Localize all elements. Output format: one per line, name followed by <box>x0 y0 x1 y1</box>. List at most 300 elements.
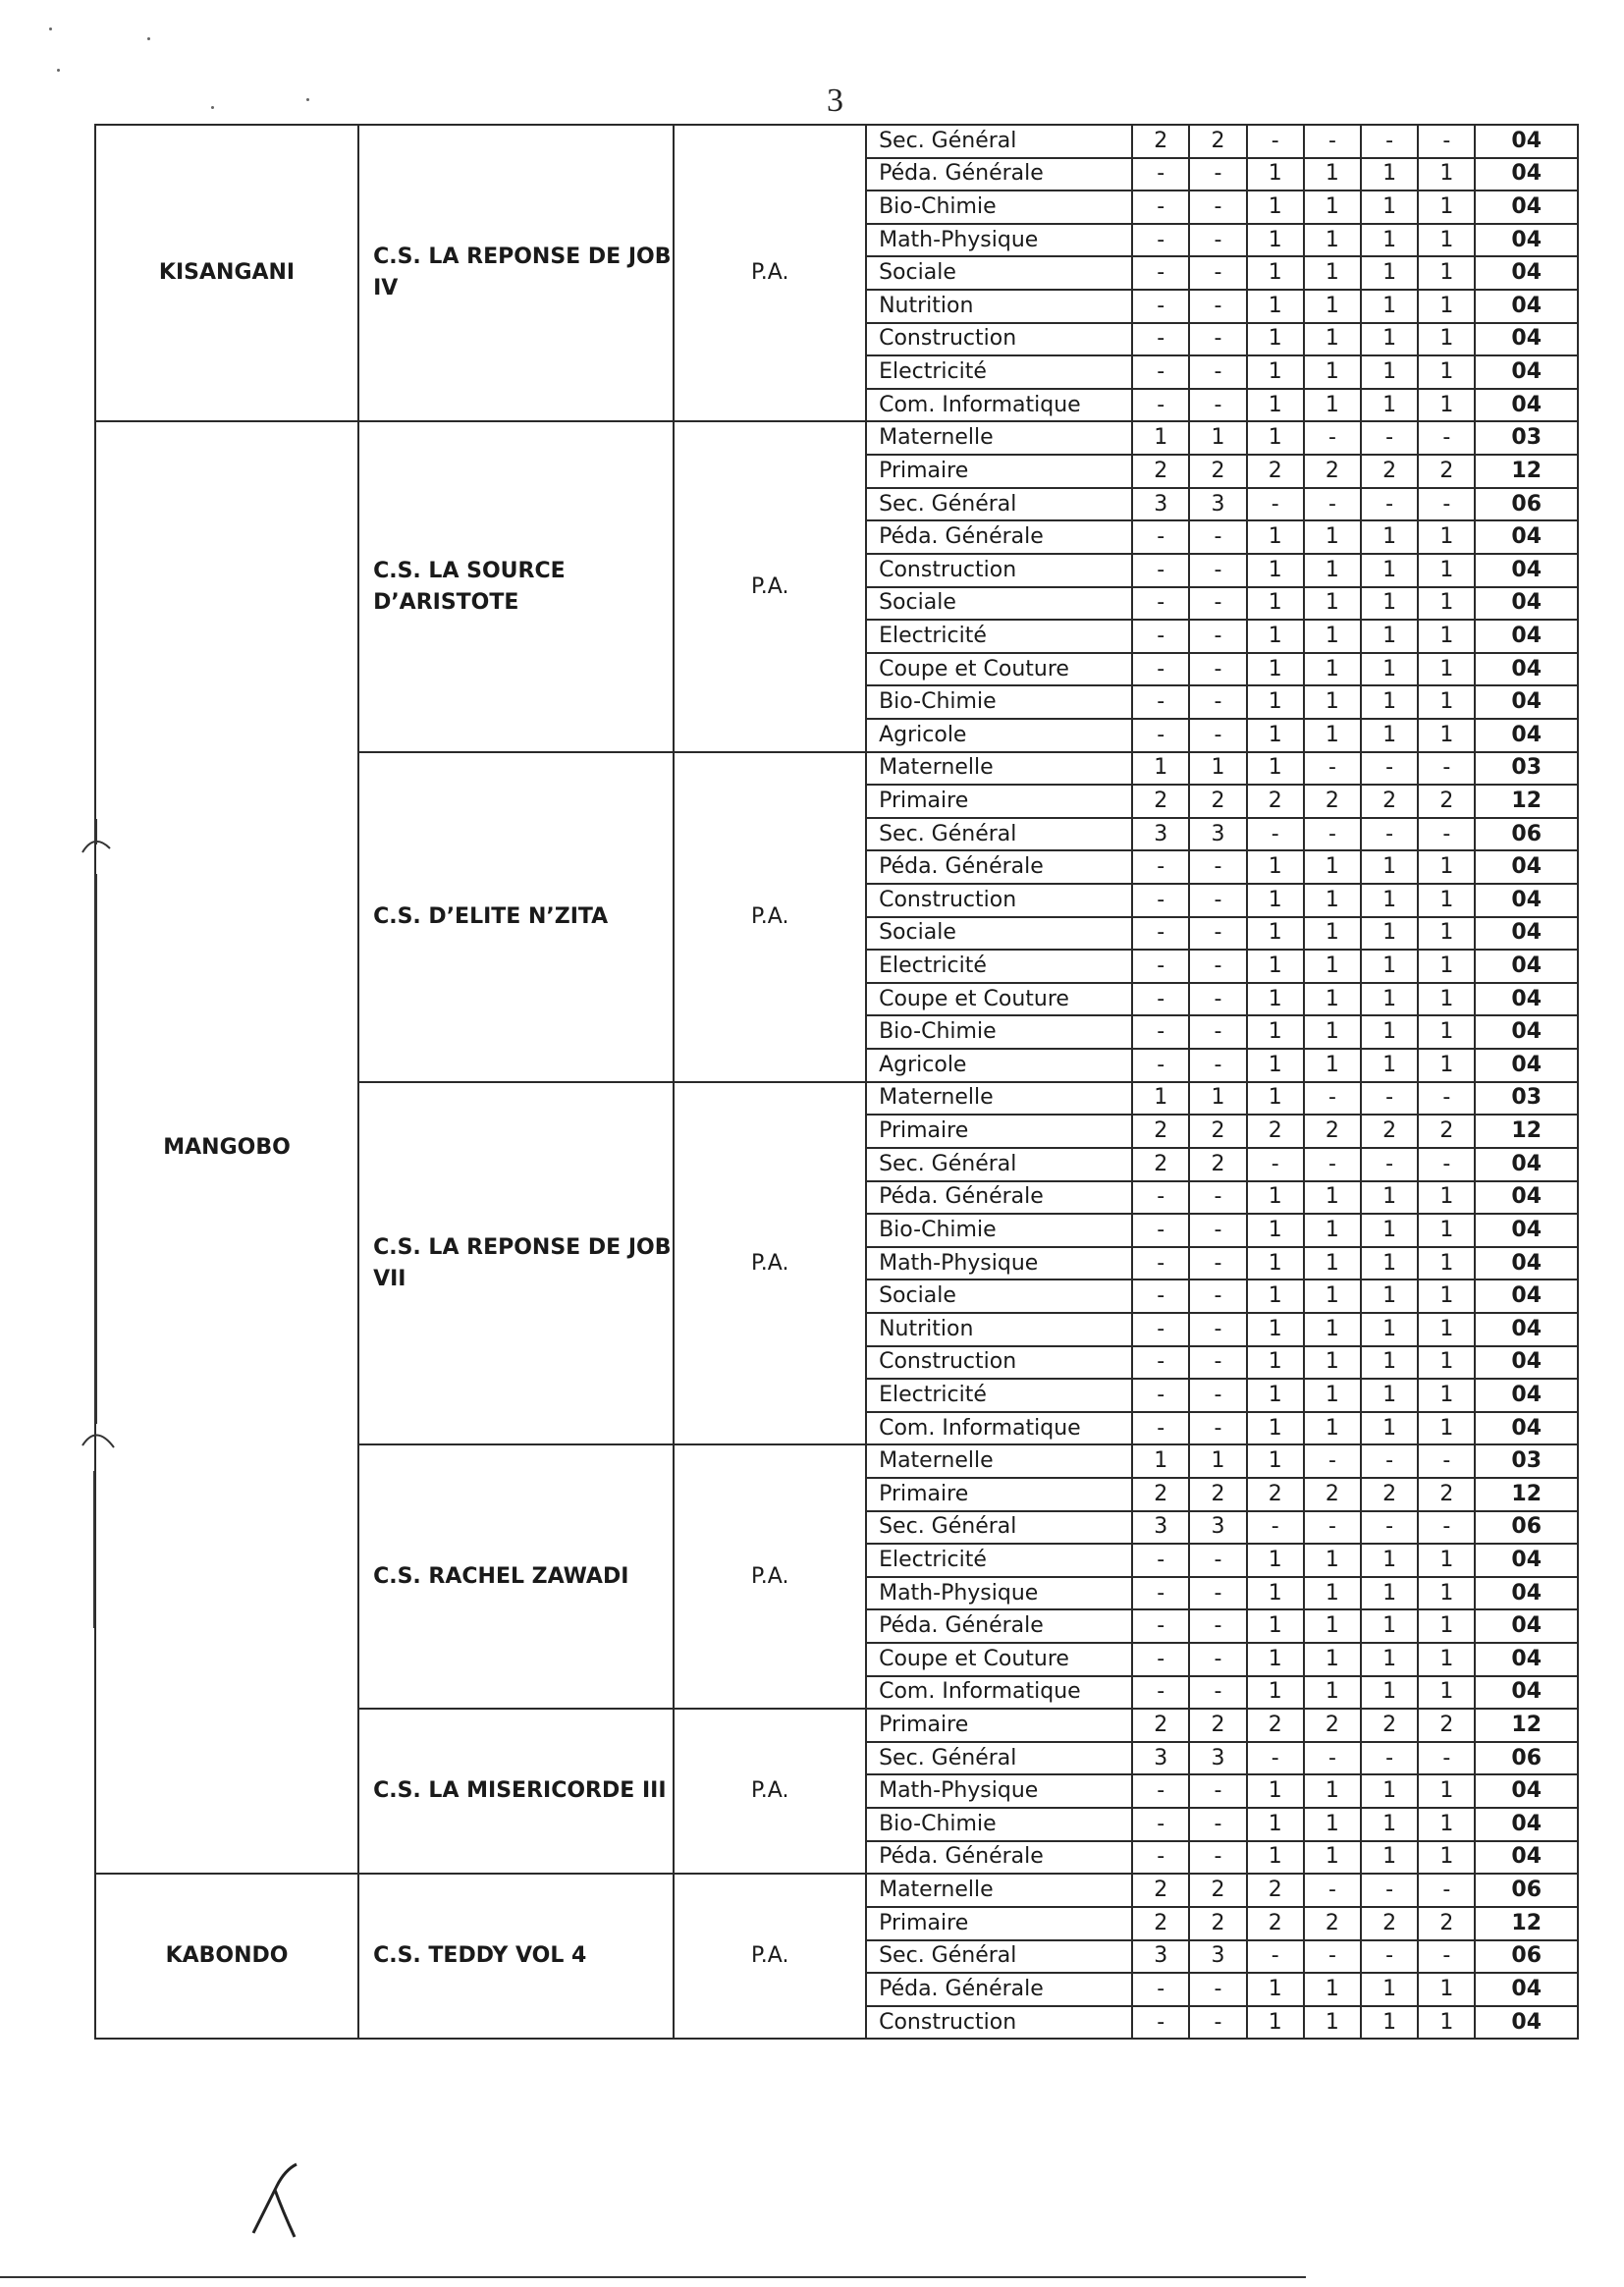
total-cell: 04 <box>1475 1148 1578 1181</box>
class-count-cell: 1 <box>1418 1181 1475 1215</box>
total-cell: 04 <box>1475 1841 1578 1875</box>
class-count-cell: 3 <box>1132 488 1189 521</box>
class-count-cell: 3 <box>1132 1511 1189 1545</box>
class-count-cell: - <box>1189 1181 1246 1215</box>
class-count-cell: - <box>1361 752 1418 786</box>
class-count-cell: - <box>1132 1774 1189 1808</box>
bottom-rule <box>0 2276 1306 2278</box>
class-count-cell: - <box>1247 125 1304 158</box>
class-count-cell: 1 <box>1361 917 1418 951</box>
class-count-cell: 1 <box>1361 1609 1418 1643</box>
school-status-cell: P.A. <box>674 752 866 1082</box>
total-cell: 04 <box>1475 1544 1578 1577</box>
class-count-cell: 1 <box>1304 1313 1361 1346</box>
class-count-cell: - <box>1189 1412 1246 1445</box>
class-count-cell: - <box>1132 1214 1189 1247</box>
class-count-cell: 1 <box>1361 1280 1418 1313</box>
class-count-cell: 2 <box>1304 1709 1361 1742</box>
total-cell: 06 <box>1475 488 1578 521</box>
option-cell: Péda. Générale <box>866 1973 1132 2006</box>
class-count-cell: 1 <box>1247 917 1304 951</box>
class-count-cell: 1 <box>1247 850 1304 884</box>
class-count-cell: 1 <box>1247 685 1304 719</box>
class-count-cell: 1 <box>1247 1544 1304 1577</box>
total-cell: 12 <box>1475 1907 1578 1940</box>
class-count-cell: 1 <box>1247 653 1304 686</box>
class-count-cell: 1 <box>1418 1247 1475 1280</box>
class-count-cell: 1 <box>1247 950 1304 983</box>
margin-brace-mark <box>79 815 137 1630</box>
class-count-cell: 1 <box>1247 1049 1304 1082</box>
class-count-cell: 1 <box>1247 1280 1304 1313</box>
class-count-cell: - <box>1418 1444 1475 1478</box>
class-count-cell: 2 <box>1247 785 1304 818</box>
class-count-cell: 1 <box>1247 158 1304 191</box>
class-count-cell: 1 <box>1304 2006 1361 2040</box>
class-count-cell: 1 <box>1247 1577 1304 1610</box>
option-cell: Coupe et Couture <box>866 983 1132 1016</box>
option-cell: Math-Physique <box>866 1774 1132 1808</box>
option-cell: Primaire <box>866 1115 1132 1148</box>
option-cell: Maternelle <box>866 752 1132 786</box>
school-name-cell: C.S. D’ELITE N’ZITA <box>358 752 674 1082</box>
location-cell: KABONDO <box>95 1874 358 2039</box>
class-count-cell: 2 <box>1247 1874 1304 1907</box>
class-count-cell: 1 <box>1418 1313 1475 1346</box>
total-cell: 04 <box>1475 256 1578 290</box>
class-count-cell: 2 <box>1418 1478 1475 1511</box>
class-count-cell: - <box>1189 1577 1246 1610</box>
option-cell: Péda. Générale <box>866 158 1132 191</box>
class-count-cell: 1 <box>1247 1808 1304 1841</box>
option-cell: Nutrition <box>866 1313 1132 1346</box>
option-cell: Sec. Général <box>866 1148 1132 1181</box>
class-count-cell: - <box>1132 1346 1189 1380</box>
class-count-cell: - <box>1132 1247 1189 1280</box>
class-count-cell: - <box>1304 1444 1361 1478</box>
class-count-cell: 2 <box>1189 1709 1246 1742</box>
class-count-cell: 2 <box>1304 1478 1361 1511</box>
class-count-cell: - <box>1132 1973 1189 2006</box>
class-count-cell: - <box>1361 1082 1418 1116</box>
class-count-cell: - <box>1361 488 1418 521</box>
class-count-cell: - <box>1132 1412 1189 1445</box>
class-count-cell: 1 <box>1304 158 1361 191</box>
class-count-cell: 1 <box>1361 1015 1418 1049</box>
class-count-cell: - <box>1189 256 1246 290</box>
class-count-cell: - <box>1304 1742 1361 1775</box>
class-count-cell: 1 <box>1361 520 1418 554</box>
class-count-cell: - <box>1132 1049 1189 1082</box>
class-count-cell: 1 <box>1418 158 1475 191</box>
class-count-cell: 1 <box>1418 587 1475 621</box>
class-count-cell: 1 <box>1418 653 1475 686</box>
class-count-cell: 2 <box>1361 1478 1418 1511</box>
class-count-cell: 1 <box>1247 1015 1304 1049</box>
class-count-cell: - <box>1132 355 1189 389</box>
class-count-cell: 1 <box>1247 554 1304 587</box>
class-count-cell: 1 <box>1247 224 1304 257</box>
option-cell: Sec. Général <box>866 1511 1132 1545</box>
class-count-cell: - <box>1132 554 1189 587</box>
school-status-cell: P.A. <box>674 1444 866 1709</box>
class-count-cell: 2 <box>1247 1907 1304 1940</box>
class-count-cell: 2 <box>1189 1478 1246 1511</box>
school-name-cell: C.S. LA SOURCE D’ARISTOTE <box>358 421 674 751</box>
class-count-cell: 2 <box>1418 1907 1475 1940</box>
class-count-cell: 1 <box>1361 1049 1418 1082</box>
class-count-cell: - <box>1189 983 1246 1016</box>
class-count-cell: 1 <box>1304 1676 1361 1710</box>
class-count-cell: 1 <box>1418 1214 1475 1247</box>
class-count-cell: 1 <box>1304 323 1361 356</box>
total-cell: 04 <box>1475 1280 1578 1313</box>
class-count-cell: - <box>1132 917 1189 951</box>
option-cell: Nutrition <box>866 290 1132 323</box>
total-cell: 04 <box>1475 1049 1578 1082</box>
class-count-cell: 1 <box>1361 653 1418 686</box>
school-status-cell: P.A. <box>674 125 866 421</box>
class-count-cell: 1 <box>1189 1444 1246 1478</box>
option-cell: Maternelle <box>866 1082 1132 1116</box>
class-count-cell: 1 <box>1247 1181 1304 1215</box>
total-cell: 04 <box>1475 224 1578 257</box>
class-count-cell: 2 <box>1418 455 1475 488</box>
total-cell: 04 <box>1475 850 1578 884</box>
class-count-cell: 1 <box>1361 355 1418 389</box>
class-count-cell: - <box>1189 1774 1246 1808</box>
class-count-cell: 1 <box>1247 1247 1304 1280</box>
class-count-cell: - <box>1418 818 1475 851</box>
class-count-cell: - <box>1304 125 1361 158</box>
total-cell: 04 <box>1475 1808 1578 1841</box>
class-count-cell: 1 <box>1361 1808 1418 1841</box>
class-count-cell: - <box>1132 1841 1189 1875</box>
option-cell: Electricité <box>866 1379 1132 1412</box>
class-count-cell: 1 <box>1247 1082 1304 1116</box>
class-count-cell: 1 <box>1304 1774 1361 1808</box>
class-count-cell: 1 <box>1304 587 1361 621</box>
school-name-cell: C.S. RACHEL ZAWADI <box>358 1444 674 1709</box>
total-cell: 06 <box>1475 1511 1578 1545</box>
option-cell: Péda. Générale <box>866 1841 1132 1875</box>
scan-speck <box>49 27 52 30</box>
class-count-cell: 1 <box>1418 224 1475 257</box>
class-count-cell: 1 <box>1304 950 1361 983</box>
class-count-cell: 1 <box>1247 719 1304 752</box>
class-count-cell: 2 <box>1132 1874 1189 1907</box>
class-count-cell: 1 <box>1361 1313 1418 1346</box>
option-cell: Math-Physique <box>866 224 1132 257</box>
class-count-cell: 2 <box>1304 455 1361 488</box>
option-cell: Sec. Général <box>866 818 1132 851</box>
class-count-cell: 1 <box>1418 719 1475 752</box>
class-count-cell: 1 <box>1304 290 1361 323</box>
class-count-cell: 2 <box>1361 455 1418 488</box>
school-status-cell: P.A. <box>674 1082 866 1445</box>
total-cell: 04 <box>1475 1181 1578 1215</box>
class-count-cell: - <box>1189 1841 1246 1875</box>
class-count-cell: - <box>1189 1643 1246 1676</box>
class-count-cell: - <box>1189 884 1246 917</box>
class-count-cell: - <box>1132 290 1189 323</box>
option-cell: Com. Informatique <box>866 1412 1132 1445</box>
total-cell: 12 <box>1475 1478 1578 1511</box>
class-count-cell: 2 <box>1361 1115 1418 1148</box>
table-row <box>95 421 1578 455</box>
class-count-cell: 1 <box>1418 850 1475 884</box>
class-count-cell: - <box>1304 818 1361 851</box>
location-cell: MANGOBO <box>95 421 358 1874</box>
class-count-cell: 1 <box>1361 1643 1418 1676</box>
class-count-cell: 1 <box>1361 620 1418 653</box>
class-count-cell: - <box>1132 2006 1189 2040</box>
option-cell: Bio-Chimie <box>866 191 1132 224</box>
option-cell: Primaire <box>866 455 1132 488</box>
class-count-cell: 1 <box>1304 1841 1361 1875</box>
option-cell: Construction <box>866 1346 1132 1380</box>
class-count-cell: 1 <box>1418 1577 1475 1610</box>
class-count-cell: - <box>1132 983 1189 1016</box>
class-count-cell: - <box>1189 191 1246 224</box>
class-count-cell: - <box>1361 1511 1418 1545</box>
option-cell: Electricité <box>866 355 1132 389</box>
class-count-cell: 1 <box>1418 917 1475 951</box>
class-count-cell: 1 <box>1304 1247 1361 1280</box>
class-count-cell: - <box>1189 1973 1246 2006</box>
option-cell: Construction <box>866 323 1132 356</box>
school-options-table <box>94 124 1579 2040</box>
class-count-cell: - <box>1132 685 1189 719</box>
option-cell: Primaire <box>866 785 1132 818</box>
class-count-cell: 1 <box>1247 1774 1304 1808</box>
total-cell: 04 <box>1475 1015 1578 1049</box>
class-count-cell: 2 <box>1361 785 1418 818</box>
total-cell: 04 <box>1475 1346 1578 1380</box>
class-count-cell: 3 <box>1189 818 1246 851</box>
class-count-cell: 1 <box>1418 1774 1475 1808</box>
class-count-cell: 1 <box>1304 1015 1361 1049</box>
total-cell: 04 <box>1475 1379 1578 1412</box>
total-cell: 12 <box>1475 455 1578 488</box>
class-count-cell: 1 <box>1247 290 1304 323</box>
class-count-cell: - <box>1132 1015 1189 1049</box>
class-count-cell: 1 <box>1418 620 1475 653</box>
class-count-cell: 1 <box>1418 2006 1475 2040</box>
class-count-cell: 2 <box>1304 1907 1361 1940</box>
option-cell: Agricole <box>866 719 1132 752</box>
school-status-cell: P.A. <box>674 1709 866 1874</box>
class-count-cell: 1 <box>1361 1577 1418 1610</box>
class-count-cell: - <box>1189 653 1246 686</box>
class-count-cell: 1 <box>1418 554 1475 587</box>
class-count-cell: 1 <box>1304 685 1361 719</box>
class-count-cell: - <box>1189 554 1246 587</box>
class-count-cell: 3 <box>1189 488 1246 521</box>
class-count-cell: - <box>1189 1049 1246 1082</box>
class-count-cell: - <box>1361 1940 1418 1974</box>
school-status-cell: P.A. <box>674 1874 866 2039</box>
class-count-cell: 1 <box>1304 1214 1361 1247</box>
class-count-cell: - <box>1132 1609 1189 1643</box>
class-count-cell: 1 <box>1247 1973 1304 2006</box>
class-count-cell: 1 <box>1361 983 1418 1016</box>
class-count-cell: - <box>1189 323 1246 356</box>
class-count-cell: 1 <box>1304 1973 1361 2006</box>
class-count-cell: - <box>1132 256 1189 290</box>
option-cell: Construction <box>866 2006 1132 2040</box>
class-count-cell: - <box>1418 752 1475 786</box>
class-count-cell: - <box>1189 1280 1246 1313</box>
class-count-cell: - <box>1132 1676 1189 1710</box>
table-row <box>95 125 1578 158</box>
class-count-cell: 1 <box>1247 520 1304 554</box>
class-count-cell: - <box>1189 2006 1246 2040</box>
class-count-cell: 1 <box>1361 1676 1418 1710</box>
scan-speck <box>57 69 60 72</box>
total-cell: 04 <box>1475 191 1578 224</box>
class-count-cell: 1 <box>1418 1973 1475 2006</box>
class-count-cell: - <box>1132 620 1189 653</box>
class-count-cell: 1 <box>1304 256 1361 290</box>
class-count-cell: - <box>1132 1280 1189 1313</box>
class-count-cell: 2 <box>1132 1709 1189 1742</box>
class-count-cell: - <box>1132 884 1189 917</box>
class-count-cell: - <box>1247 1742 1304 1775</box>
option-cell: Sociale <box>866 917 1132 951</box>
option-cell: Math-Physique <box>866 1577 1132 1610</box>
option-cell: Bio-Chimie <box>866 1214 1132 1247</box>
table-row <box>95 1874 1578 1907</box>
class-count-cell: 1 <box>1247 1346 1304 1380</box>
class-count-cell: 1 <box>1304 355 1361 389</box>
school-name-cell: C.S. TEDDY VOL 4 <box>358 1874 674 2039</box>
class-count-cell: - <box>1132 719 1189 752</box>
class-count-cell: 1 <box>1132 421 1189 455</box>
class-count-cell: - <box>1189 1544 1246 1577</box>
total-cell: 04 <box>1475 685 1578 719</box>
table-body <box>95 125 1578 2039</box>
class-count-cell: 3 <box>1132 1742 1189 1775</box>
option-cell: Bio-Chimie <box>866 685 1132 719</box>
class-count-cell: 1 <box>1418 520 1475 554</box>
class-count-cell: 1 <box>1247 1214 1304 1247</box>
total-cell: 04 <box>1475 950 1578 983</box>
class-count-cell: - <box>1132 653 1189 686</box>
class-count-cell: - <box>1189 520 1246 554</box>
total-cell: 04 <box>1475 1643 1578 1676</box>
class-count-cell: - <box>1189 1015 1246 1049</box>
page-number: 3 <box>827 82 843 119</box>
class-count-cell: - <box>1304 421 1361 455</box>
option-cell: Maternelle <box>866 1874 1132 1907</box>
class-count-cell: 1 <box>1247 884 1304 917</box>
class-count-cell: - <box>1132 1379 1189 1412</box>
class-count-cell: 1 <box>1304 1346 1361 1380</box>
class-count-cell: - <box>1247 818 1304 851</box>
class-count-cell: 1 <box>1418 983 1475 1016</box>
class-count-cell: 1 <box>1304 719 1361 752</box>
class-count-cell: - <box>1304 752 1361 786</box>
class-count-cell: - <box>1418 125 1475 158</box>
total-cell: 04 <box>1475 520 1578 554</box>
total-cell: 04 <box>1475 1676 1578 1710</box>
class-count-cell: - <box>1132 1544 1189 1577</box>
class-count-cell: 1 <box>1304 1412 1361 1445</box>
class-count-cell: 1 <box>1132 1444 1189 1478</box>
class-count-cell: 1 <box>1247 752 1304 786</box>
class-count-cell: 2 <box>1132 1148 1189 1181</box>
class-count-cell: 1 <box>1418 950 1475 983</box>
class-count-cell: 1 <box>1361 1379 1418 1412</box>
total-cell: 04 <box>1475 554 1578 587</box>
class-count-cell: 1 <box>1247 1643 1304 1676</box>
class-count-cell: 1 <box>1418 884 1475 917</box>
class-count-cell: 2 <box>1418 1709 1475 1742</box>
class-count-cell: 2 <box>1304 1115 1361 1148</box>
total-cell: 04 <box>1475 719 1578 752</box>
class-count-cell: 1 <box>1247 2006 1304 2040</box>
class-count-cell: - <box>1132 1181 1189 1215</box>
class-count-cell: 1 <box>1247 620 1304 653</box>
class-count-cell: 2 <box>1132 785 1189 818</box>
class-count-cell: 1 <box>1304 1577 1361 1610</box>
class-count-cell: 1 <box>1247 256 1304 290</box>
class-count-cell: 1 <box>1247 355 1304 389</box>
class-count-cell: 1 <box>1418 1346 1475 1380</box>
option-cell: Math-Physique <box>866 1247 1132 1280</box>
class-count-cell: - <box>1189 1214 1246 1247</box>
class-count-cell: - <box>1418 1874 1475 1907</box>
total-cell: 06 <box>1475 1874 1578 1907</box>
class-count-cell: 1 <box>1304 554 1361 587</box>
class-count-cell: - <box>1132 587 1189 621</box>
total-cell: 03 <box>1475 1082 1578 1116</box>
class-count-cell: - <box>1304 1082 1361 1116</box>
total-cell: 04 <box>1475 2006 1578 2040</box>
class-count-cell: 1 <box>1418 1676 1475 1710</box>
class-count-cell: - <box>1189 1609 1246 1643</box>
class-count-cell: 1 <box>1247 191 1304 224</box>
class-count-cell: 1 <box>1304 850 1361 884</box>
class-count-cell: 1 <box>1361 1412 1418 1445</box>
class-count-cell: 1 <box>1247 983 1304 1016</box>
class-count-cell: 1 <box>1361 290 1418 323</box>
class-count-cell: - <box>1189 1247 1246 1280</box>
class-count-cell: 1 <box>1418 256 1475 290</box>
total-cell: 04 <box>1475 389 1578 422</box>
class-count-cell: - <box>1132 950 1189 983</box>
total-cell: 04 <box>1475 1412 1578 1445</box>
option-cell: Primaire <box>866 1907 1132 1940</box>
class-count-cell: - <box>1418 1148 1475 1181</box>
school-name-cell: C.S. LA MISERICORDE III <box>358 1709 674 1874</box>
class-count-cell: 1 <box>1304 1643 1361 1676</box>
class-count-cell: 1 <box>1418 1808 1475 1841</box>
option-cell: Electricité <box>866 1544 1132 1577</box>
class-count-cell: 2 <box>1247 455 1304 488</box>
class-count-cell: 2 <box>1189 1115 1246 1148</box>
class-count-cell: - <box>1132 1577 1189 1610</box>
class-count-cell: 1 <box>1361 224 1418 257</box>
school-status-cell: P.A. <box>674 421 866 751</box>
class-count-cell: 1 <box>1304 653 1361 686</box>
class-count-cell: - <box>1132 389 1189 422</box>
total-cell: 12 <box>1475 1709 1578 1742</box>
class-count-cell: 1 <box>1361 950 1418 983</box>
option-cell: Primaire <box>866 1709 1132 1742</box>
class-count-cell: 1 <box>1361 1181 1418 1215</box>
